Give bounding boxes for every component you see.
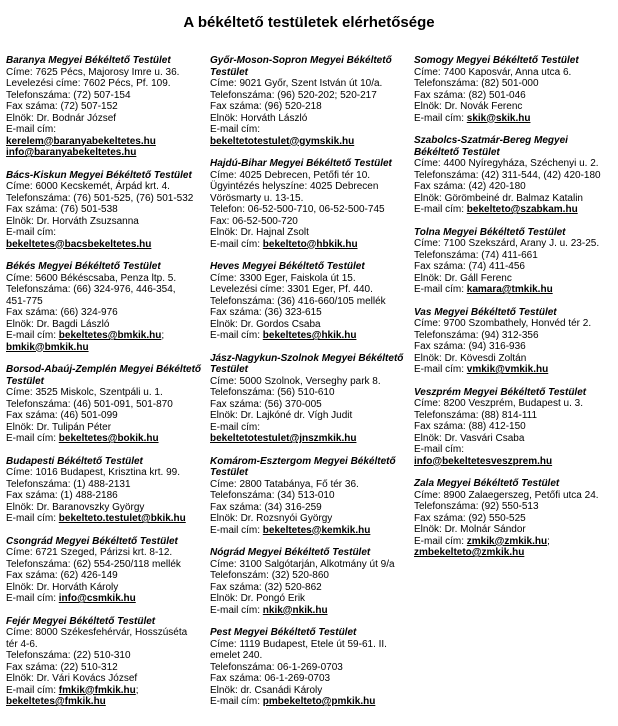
- detail-text: Fax száma: 06-1-269-0703: [210, 673, 331, 684]
- board-name: Bács-Kiskun Megyei Békéltető Testület: [6, 169, 192, 181]
- detail-text: Elnök: Dr. Bodnár József: [6, 112, 117, 124]
- detail-line: [6, 433, 205, 445]
- detail-text: Telefonszáma: (34) 513-010: [210, 490, 335, 501]
- detail-text: Fax száma: (34) 316-259: [210, 501, 322, 513]
- email-link[interactable]: zmkik@zmkik.hu: [466, 535, 548, 547]
- detail-line: [210, 296, 409, 308]
- detail-text: E-mail cím:: [210, 524, 263, 536]
- detail-text: Fax száma: (1) 488-2186: [6, 490, 118, 501]
- detail-line: [210, 181, 409, 193]
- detail-text: Címe: 6000 Kecskemét, Árpád krt. 4.: [6, 181, 170, 192]
- detail-line: [414, 273, 613, 285]
- board-entry: [210, 547, 409, 616]
- detail-text: Elnök: Dr. Baranovszky György: [6, 501, 145, 513]
- detail-text: Telefonszáma: (72) 507-154: [6, 89, 131, 101]
- detail-text: E-mail cím:: [210, 421, 260, 433]
- detail-text: Telefonszáma: (46) 501-091, 501-870: [6, 398, 173, 410]
- email-link[interactable]: bekeltetes@bokik.hu: [58, 433, 159, 444]
- detail-text: Címe: 3300 Eger, Faiskola út 15.: [210, 272, 356, 284]
- detail-line: [210, 639, 409, 651]
- detail-line: [210, 433, 409, 445]
- detail-text: E-mail cím:: [414, 204, 467, 215]
- email-link[interactable]: bekelteto.testulet@bkik.hu: [58, 513, 186, 524]
- detail-line: [6, 136, 205, 148]
- detail-line: [414, 433, 613, 445]
- detail-line: [6, 582, 205, 594]
- detail-text: Címe: 3100 Salgótarján, Alkotmány út 9/a: [210, 558, 395, 570]
- detail-text: Telefonszáma: (76) 501-525, (76) 501-532: [6, 192, 194, 204]
- detail-line: [414, 181, 613, 193]
- detail-text: Fax száma: (76) 501-538: [6, 204, 118, 215]
- detail-text: Címe: 9700 Szombathely, Honvéd tér 2.: [414, 318, 592, 329]
- detail-text: Címe: 5600 Békéscsaba, Penza ltp. 5.: [6, 272, 177, 284]
- columns: [0, 55, 618, 719]
- detail-line: [210, 216, 409, 228]
- email-link[interactable]: skik@skik.hu: [466, 112, 531, 124]
- detail-line: [414, 444, 613, 456]
- email-link[interactable]: bekeltetes@bmkik.hu: [58, 330, 162, 341]
- detail-text: Elnök: Dr. Lajkóné dr. Vígh Judit: [210, 410, 353, 421]
- board-name: Hajdú-Bihar Megyei Békéltető Testület: [210, 158, 392, 169]
- detail-text: Fax száma: (82) 501-046: [414, 89, 526, 101]
- detail-line: [210, 490, 409, 502]
- page-title: A békéltető testületek elérhetősége: [183, 14, 435, 31]
- detail-text: emelet 240.: [210, 650, 263, 661]
- detail-text: Címe: 7625 Pécs, Majorosy Imre u. 36.: [6, 66, 180, 78]
- detail-line: [210, 570, 409, 582]
- detail-text: Elnök: Dr. Kövesdi Zoltán: [414, 352, 527, 364]
- detail-text: Telefonszáma: (22) 510-310: [6, 650, 131, 661]
- detail-line: [210, 284, 409, 296]
- detail-line: [210, 170, 409, 182]
- detail-text: Címe: 8900 Zalaegerszeg, Petőfi utca 24.: [414, 489, 599, 501]
- email-link[interactable]: bekeltetes@bacsbekeltetes.hu: [6, 238, 152, 250]
- board-entry: [210, 456, 409, 537]
- board-entry: [414, 307, 613, 376]
- detail-line: [210, 101, 409, 113]
- detail-text: Fax száma: (74) 411-456: [414, 261, 525, 272]
- detail-text: E-mail cím:: [414, 284, 467, 295]
- detail-text: Elnök: Görömbeiné dr. Balmaz Katalin: [414, 192, 583, 204]
- detail-line: [6, 662, 205, 674]
- detail-text: Telefonszáma: (56) 510-610: [210, 387, 335, 398]
- detail-text: Címe: 7400 Kaposvár, Anna utca 6.: [414, 66, 572, 78]
- board-entry: [6, 364, 205, 445]
- detail-line: [414, 524, 613, 536]
- detail-text: Fax száma: (96) 520-218: [210, 101, 322, 112]
- detail-text: E-mail cím:: [6, 124, 56, 135]
- board-entry: [6, 261, 205, 353]
- detail-text: Levelezési címe: 7602 Pécs, Pf. 109.: [6, 78, 171, 89]
- board-entry: [6, 456, 205, 525]
- detail-line: [414, 318, 613, 330]
- detail-text: E-mail cím:: [414, 535, 467, 547]
- email-link[interactable]: bekelteto@hbkik.hu: [262, 238, 358, 250]
- board-name: Szabolcs-Szatmár-Bereg Megyei Békéltető Testület: [414, 135, 568, 158]
- board-name: Komárom-Esztergom Megyei Békéltető Testület: [210, 455, 396, 478]
- detail-text: Elnök: Dr. Rozsnyói György: [210, 513, 333, 524]
- detail-line: [6, 296, 205, 308]
- board-entry: [210, 261, 409, 342]
- detail-text: Fax száma: (56) 370-005: [210, 398, 322, 410]
- detail-text: Telefonszáma: (82) 501-000: [414, 78, 539, 89]
- board-name: Tolna Megyei Békéltető Testület: [414, 226, 566, 238]
- detail-line: [414, 513, 613, 525]
- email-link[interactable]: bekeltetes@kemkik.hu: [262, 524, 371, 536]
- detail-line: [210, 696, 409, 708]
- detail-text: Fax száma: (22) 510-312: [6, 661, 118, 673]
- detail-line: [6, 399, 205, 411]
- detail-text: Telefonszáma: 06-1-269-0703: [210, 661, 343, 673]
- detail-line: [6, 650, 205, 662]
- detail-text: Telefonszáma: (42) 311-544, (42) 420-180: [414, 169, 601, 181]
- board-name: Győr-Moson-Sopron Megyei Békéltető Testület: [210, 55, 392, 78]
- detail-line: [414, 101, 613, 113]
- email-link[interactable]: bekeltetes@fmkik.hu: [6, 696, 106, 707]
- detail-line: [210, 78, 409, 90]
- detail-text: Telefonszáma: (96) 520-202; 520-217: [210, 89, 377, 101]
- detail-line: [210, 273, 409, 285]
- detail-text: Elnök: Dr. Vári Kovács József: [6, 673, 138, 684]
- detail-text: Címe: 1119 Budapest, Etele út 59-61. II.: [210, 638, 387, 650]
- email-link[interactable]: info@csmkik.hu: [58, 593, 136, 604]
- detail-text: Címe: 8200 Veszprém, Budapest u. 3.: [414, 398, 583, 409]
- detail-line: [6, 639, 205, 651]
- detail-line: [414, 78, 613, 90]
- board-entry: [6, 536, 205, 605]
- detail-line: [414, 284, 613, 296]
- board-entry: [210, 55, 409, 147]
- detail-text: Fax: 06-52-500-720: [210, 215, 298, 227]
- detail-line: [6, 673, 205, 685]
- detail-line: [6, 307, 205, 319]
- board-entry: [414, 55, 613, 124]
- detail-text: E-mail cím:: [210, 696, 263, 707]
- detail-text: Fax száma: (72) 507-152: [6, 101, 118, 112]
- detail-text: Telefonszáma: (88) 814-111: [414, 409, 538, 421]
- detail-text: Elnök: Dr. Pongó Erik: [210, 593, 306, 604]
- detail-line: [6, 284, 205, 296]
- detail-line: [6, 342, 205, 354]
- board-name: Veszprém Megyei Békéltető Testület: [414, 386, 587, 398]
- detail-text: Fax száma: (32) 520-862: [210, 581, 322, 593]
- board-entry: [414, 227, 613, 296]
- detail-line: [6, 227, 205, 239]
- detail-text: Elnök: Dr. Vasvári Csaba: [414, 432, 525, 444]
- detail-line: [414, 113, 613, 125]
- board-name: Csongrád Megyei Békéltető Testület: [6, 535, 178, 547]
- detail-line: [414, 547, 613, 559]
- detail-line: [6, 479, 205, 491]
- detail-line: [6, 422, 205, 434]
- detail-line: [414, 330, 613, 342]
- detail-line: [414, 490, 613, 502]
- board-name: Somogy Megyei Békéltető Testület: [414, 55, 579, 66]
- detail-line: [414, 238, 613, 250]
- detail-line: [6, 67, 205, 79]
- detail-text: Elnök: Dr. Gordos Csaba: [210, 318, 321, 330]
- detail-text: E-mail cím:: [210, 124, 260, 135]
- email-link[interactable]: fmkik@fmkik.hu: [58, 684, 136, 696]
- detail-line: [210, 136, 409, 148]
- detail-text: Telefonszáma: (36) 416-660/105 mellék: [210, 295, 386, 307]
- board-name: Vas Megyei Békéltető Testület: [414, 306, 557, 318]
- detail-text: E-mail cím:: [210, 604, 263, 616]
- detail-line: [210, 239, 409, 251]
- board-entry: [6, 170, 205, 251]
- detail-text: ;: [547, 535, 550, 547]
- detail-text: Fax száma: (88) 412-150: [414, 421, 526, 432]
- board-name: Budapesti Békéltető Testület: [6, 455, 143, 467]
- detail-line: [6, 90, 205, 102]
- detail-line: [210, 525, 409, 537]
- detail-text: Telefonszáma: (62) 554-250/118 mellék: [6, 558, 181, 570]
- email-link[interactable]: info@bekeltetesveszprem.hu: [414, 455, 553, 467]
- detail-text: Levelezési címe: 3301 Eger, Pf. 440.: [210, 284, 373, 295]
- detail-line: [414, 364, 613, 376]
- detail-line: [210, 227, 409, 239]
- detail-text: Címe: 3525 Miskolc, Szentpáli u. 1.: [6, 387, 163, 398]
- detail-text: Címe: 1016 Budapest, Krisztina krt. 99.: [6, 467, 180, 478]
- detail-line: [6, 319, 205, 331]
- email-link[interactable]: bekeltetotestulet@jnszmkik.hu: [210, 433, 357, 444]
- detail-line: [210, 422, 409, 434]
- detail-text: 451-775: [6, 295, 43, 307]
- email-link[interactable]: zmbekelteto@zmkik.hu: [414, 547, 525, 558]
- detail-line: [210, 124, 409, 136]
- detail-line: [210, 673, 409, 685]
- detail-line: [210, 662, 409, 674]
- detail-text: E-mail cím:: [6, 513, 59, 524]
- detail-line: [414, 193, 613, 205]
- detail-line: [6, 502, 205, 514]
- detail-line: [414, 410, 613, 422]
- detail-line: [414, 398, 613, 410]
- detail-text: Telefonszáma: (74) 411-661: [414, 249, 538, 261]
- board-entry: [210, 353, 409, 445]
- email-link[interactable]: kamara@tmkik.hu: [466, 284, 553, 295]
- detail-line: [6, 490, 205, 502]
- board-entry: [210, 627, 409, 708]
- detail-line: [6, 113, 205, 125]
- detail-line: [210, 559, 409, 571]
- detail-line: [6, 78, 205, 90]
- detail-line: [210, 376, 409, 388]
- detail-text: ;: [135, 684, 139, 696]
- detail-line: [414, 456, 613, 468]
- board-name: Zala Megyei Békéltető Testület: [414, 478, 560, 489]
- detail-text: Címe: 9021 Győr, Szent István út 10/a.: [210, 78, 383, 89]
- detail-text: Telefonszám: (32) 520-860: [210, 570, 329, 581]
- board-name: Heves Megyei Békéltető Testület: [210, 261, 365, 272]
- detail-line: [414, 250, 613, 262]
- detail-line: [414, 261, 613, 273]
- detail-text: E-mail cím:: [6, 593, 59, 604]
- detail-text: E-mail cím:: [6, 330, 59, 341]
- detail-line: [6, 216, 205, 228]
- detail-line: [6, 627, 205, 639]
- column: [210, 55, 409, 719]
- detail-line: [210, 90, 409, 102]
- detail-text: Fax száma: (42) 420-180: [414, 181, 526, 192]
- detail-text: Vörösmarty u. 13-15.: [210, 192, 304, 204]
- detail-line: [6, 467, 205, 479]
- detail-text: Elnök: dr. Csanádi Károly: [210, 684, 323, 696]
- board-entry: [210, 158, 409, 250]
- email-link[interactable]: pmbekelteto@pmkik.hu: [262, 696, 376, 707]
- detail-line: [6, 685, 205, 697]
- board-name: Jász-Nagykun-Szolnok Megyei Békéltető Testület: [210, 352, 404, 375]
- email-link[interactable]: kerelem@baranyabekeltetes.hu: [6, 135, 156, 147]
- email-link[interactable]: info@baranyabekeltetes.hu: [6, 147, 137, 158]
- email-link[interactable]: bekeltetotestulet@gymskik.hu: [210, 135, 355, 147]
- detail-text: Elnök: Dr. Horváth Károly: [6, 581, 119, 593]
- detail-text: Fax száma: (62) 426-149: [6, 570, 118, 581]
- board-name: Békés Megyei Békéltető Testület: [6, 261, 161, 272]
- board-name: Baranya Megyei Békéltető Testület: [6, 55, 171, 66]
- detail-text: Fax száma: (46) 501-099: [6, 410, 118, 421]
- email-link[interactable]: bmkik@bmkik.hu: [6, 341, 89, 353]
- detail-line: [6, 101, 205, 113]
- detail-text: Fax száma: (92) 550-525: [414, 512, 526, 524]
- detail-line: [210, 593, 409, 605]
- email-link[interactable]: nkik@nkik.hu: [262, 604, 328, 616]
- detail-text: Telefon: 06-52-500-710, 06-52-500-745: [210, 204, 385, 215]
- detail-text: Ügyintézés helyszíne: 4025 Debrecen: [210, 181, 379, 192]
- detail-text: Telefonszáma: (94) 312-356: [414, 329, 539, 341]
- detail-text: Fax száma: (36) 323-615: [210, 307, 322, 318]
- email-link[interactable]: bekelteto@szabkam.hu: [466, 204, 578, 215]
- detail-line: [210, 650, 409, 662]
- detail-line: [6, 410, 205, 422]
- detail-text: E-mail cím:: [414, 364, 467, 375]
- detail-line: [414, 353, 613, 365]
- detail-line: [210, 204, 409, 216]
- detail-line: [210, 605, 409, 617]
- detail-text: Elnök: Dr. Tulipán Péter: [6, 421, 112, 433]
- detail-line: [210, 582, 409, 594]
- detail-line: [210, 502, 409, 514]
- board-entry: [414, 135, 613, 216]
- detail-line: [6, 147, 205, 159]
- detail-line: [210, 513, 409, 525]
- detail-line: [6, 239, 205, 251]
- board-name: Borsod-Abaúj-Zemplén Megyei Békéltető Testület: [6, 364, 202, 387]
- detail-text: Címe: 4400 Nyíregyháza, Széchenyi u. 2.: [414, 158, 599, 169]
- detail-line: [210, 685, 409, 697]
- detail-line: [6, 547, 205, 559]
- board-entry: [414, 387, 613, 468]
- detail-text: E-mail cím:: [6, 684, 59, 696]
- detail-line: [210, 387, 409, 399]
- detail-line: [210, 113, 409, 125]
- detail-line: [414, 67, 613, 79]
- board-name: Nógrád Megyei Békéltető Testület: [210, 547, 371, 558]
- detail-text: tér 4-6.: [6, 638, 38, 650]
- detail-text: Címe: 5000 Szolnok, Verseghy park 8.: [210, 375, 381, 387]
- detail-line: [414, 536, 613, 548]
- column: [6, 55, 205, 719]
- detail-line: [6, 124, 205, 136]
- detail-line: [6, 387, 205, 399]
- board-name: Pest Megyei Békéltető Testület: [210, 627, 357, 638]
- detail-line: [414, 341, 613, 353]
- detail-line: [414, 204, 613, 216]
- detail-text: Fax száma: (94) 316-936: [414, 341, 526, 352]
- detail-text: Címe: 6721 Szeged, Párizsi krt. 8-12.: [6, 547, 173, 558]
- detail-text: E-mail cím:: [6, 433, 59, 444]
- detail-line: [6, 513, 205, 525]
- detail-line: [210, 330, 409, 342]
- detail-line: [210, 193, 409, 205]
- detail-text: Címe: 7100 Szekszárd, Arany J. u. 23-25.: [414, 238, 600, 249]
- detail-line: [6, 181, 205, 193]
- detail-text: Elnök: Horváth László: [210, 112, 308, 124]
- detail-text: Elnök: Dr. Novák Ferenc: [414, 101, 523, 112]
- email-link[interactable]: bekeltetes@hkik.hu: [262, 330, 357, 341]
- detail-text: Telefonszáma: (92) 550-513: [414, 501, 539, 512]
- detail-text: Elnök: Dr. Gáll Ferenc: [414, 272, 512, 284]
- detail-text: Fax száma: (66) 324-976: [6, 307, 118, 318]
- detail-line: [6, 570, 205, 582]
- detail-line: [6, 696, 205, 708]
- detail-text: Elnök: Dr. Molnár Sándor: [414, 524, 526, 535]
- detail-line: [210, 319, 409, 331]
- column: [414, 55, 613, 570]
- detail-line: [6, 330, 205, 342]
- detail-line: [6, 193, 205, 205]
- detail-line: [414, 421, 613, 433]
- detail-line: [414, 170, 613, 182]
- detail-text: Címe: 8000 Székesfehérvár, Hosszúséta: [6, 627, 188, 638]
- detail-text: E-mail cím:: [210, 238, 263, 250]
- board-entry: [414, 478, 613, 559]
- detail-text: ;: [161, 330, 165, 341]
- detail-line: [6, 593, 205, 605]
- detail-line: [210, 307, 409, 319]
- email-link[interactable]: vmkik@vmkik.hu: [466, 364, 549, 375]
- detail-text: Címe: 4025 Debrecen, Petőfi tér 10.: [210, 169, 371, 181]
- detail-line: [414, 90, 613, 102]
- detail-text: Elnök: Dr. Bagdi László: [6, 318, 110, 330]
- detail-text: E-mail cím:: [210, 330, 263, 341]
- detail-text: Elnök: Dr. Hajnal Zsolt: [210, 227, 309, 238]
- detail-text: Telefonszáma: (66) 324-976, 446-354,: [6, 284, 176, 295]
- board-name: Fejér Megyei Békéltető Testület: [6, 615, 156, 627]
- detail-line: [414, 158, 613, 170]
- detail-text: E-mail cím:: [6, 227, 56, 238]
- detail-text: Címe: 2800 Tatabánya, Fő tér 36.: [210, 478, 359, 490]
- detail-line: [414, 501, 613, 513]
- detail-text: E-mail cím:: [414, 112, 467, 124]
- detail-text: E-mail cím:: [414, 444, 464, 455]
- detail-text: Elnök: Dr. Horváth Zsuzsanna: [6, 215, 139, 227]
- detail-text: Telefonszáma: (1) 488-2131: [6, 478, 131, 490]
- detail-line: [6, 559, 205, 571]
- detail-line: [210, 410, 409, 422]
- board-entry: [6, 55, 205, 159]
- detail-line: [210, 399, 409, 411]
- detail-line: [210, 479, 409, 491]
- detail-line: [6, 204, 205, 216]
- board-entry: [6, 616, 205, 708]
- detail-line: [6, 273, 205, 285]
